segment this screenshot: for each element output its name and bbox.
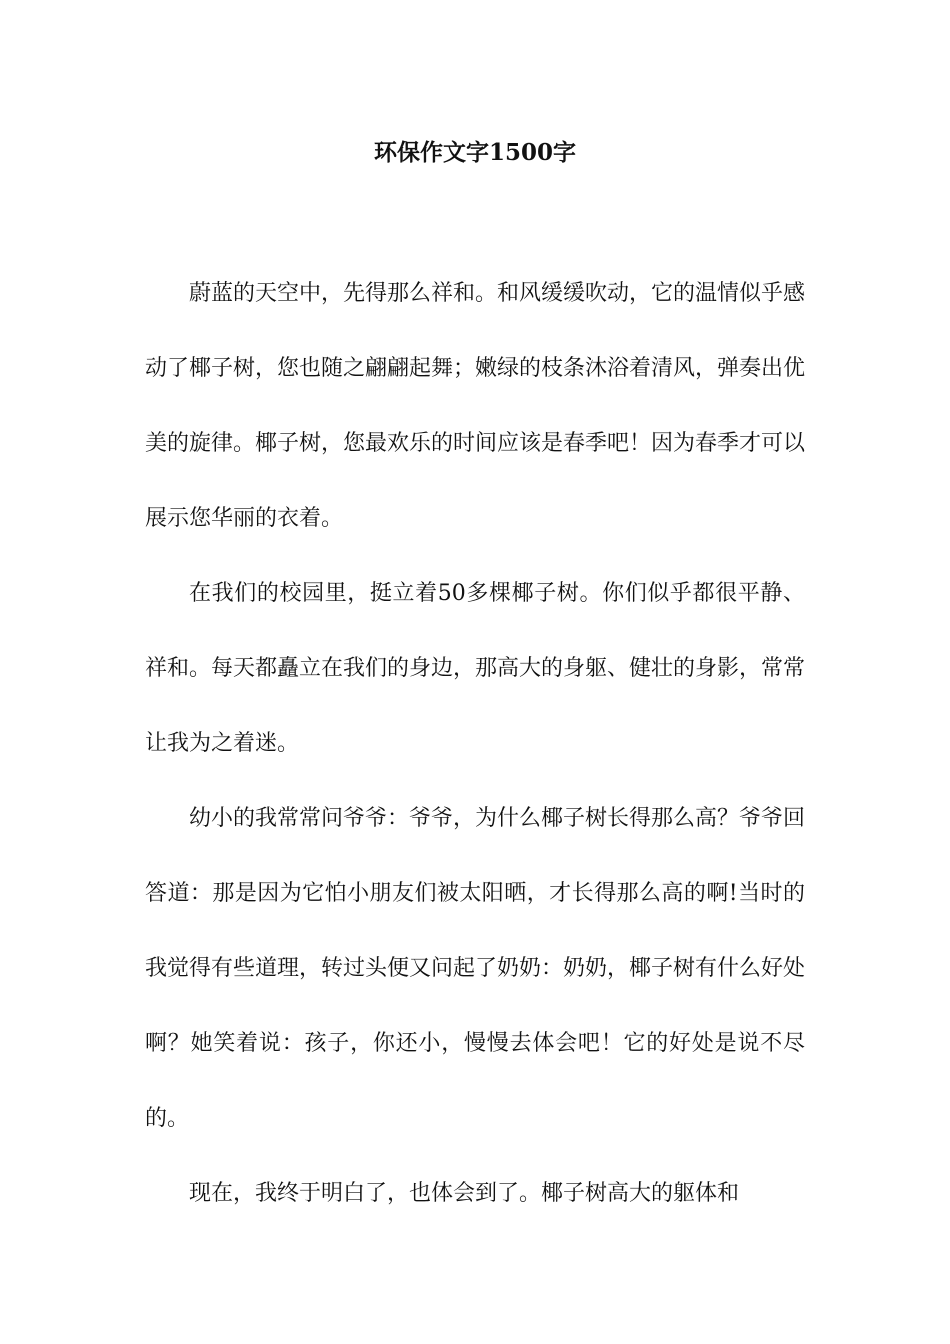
paragraph-4: 现在，我终于明白了，也体会到了。椰子树高大的躯体和 xyxy=(189,1181,740,1206)
paragraph-1: 蔚蓝的天空中，先得那么祥和。和风缓缓吹动，它的温情似乎感动了椰子树，您也随之翩翩起舞；嫩绿的枝条沐浴着清风，弹奏出优美的旋律。椰子树，您最欢乐的时间应该是春季吧！因为春季才可以展示您华丽的衣着。 xyxy=(145,281,806,531)
paragraph-3: 幼小的我常常问爷爷：爷爷，为什么椰子树长得那么高？爷爷回答道：那是因为它怕小朋友们被太阳晒，才长得那么高的啊!当时的我觉得有些道理，转过头便又问起了奶奶：奶奶，椰子树有什么好处啊？她笑着说：孩子，你还小，慢慢去体会吧！它的好处是说不尽的。 xyxy=(145,806,806,1131)
document-body xyxy=(145,256,805,1231)
paragraph-2: 在我们的校园里，挺立着50多棵椰子树。你们似乎都很平静、祥和。每天都矗立在我们的身边，那高大的身躯、健壮的身影，常常让我为之着迷。 xyxy=(145,581,806,756)
document-title: 环保作文字1500字 xyxy=(373,139,576,166)
